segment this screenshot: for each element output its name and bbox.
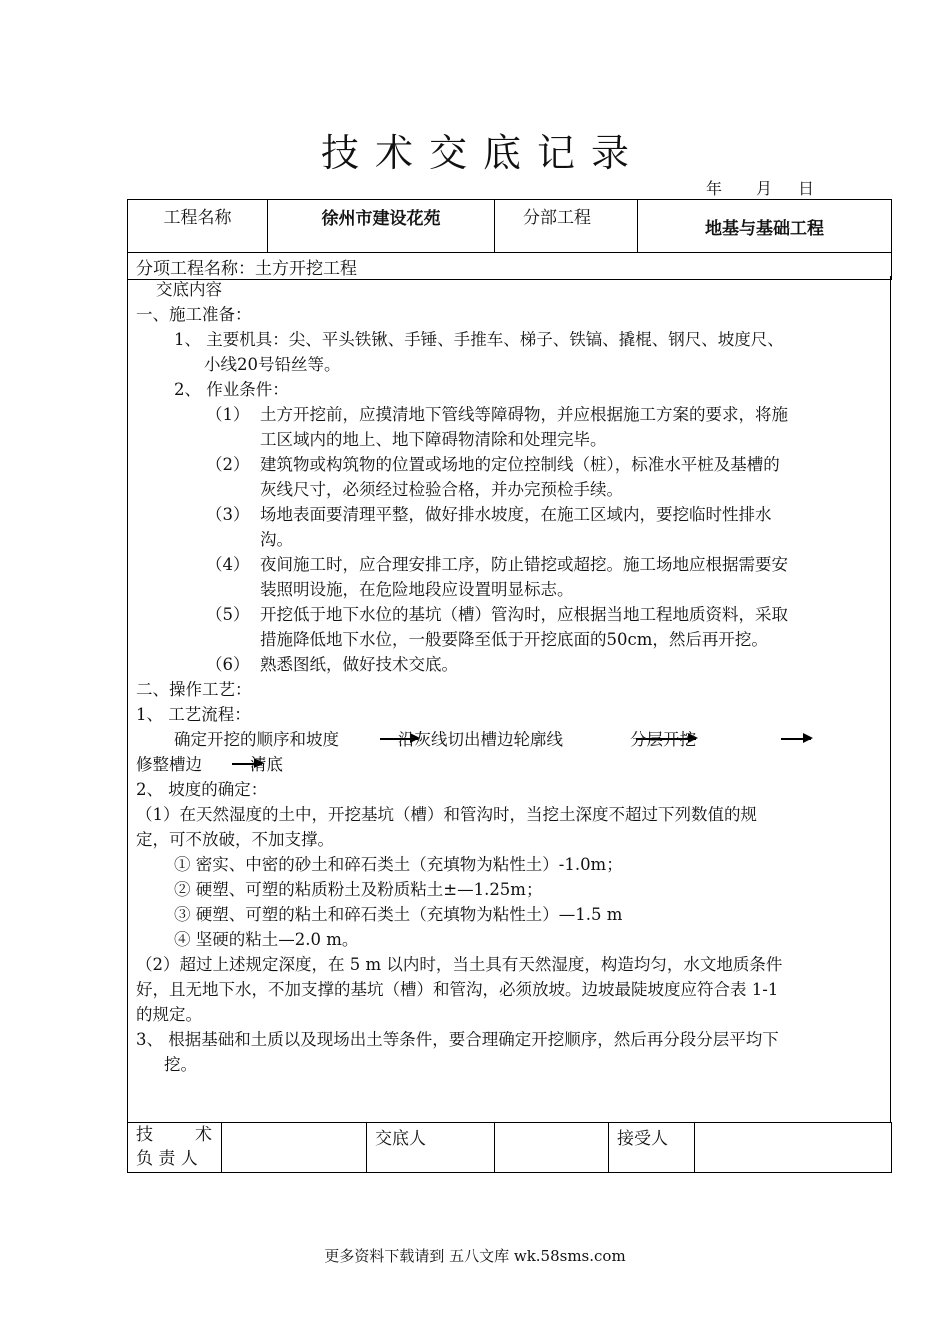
condition-1-cont: 工区域内的地上、地下障碍物清除和处理完毕。 <box>260 430 607 449</box>
document-title: 技术交底记录 <box>320 131 645 175</box>
item-2-3-cont: 挖。 <box>164 1055 197 1074</box>
depth-item-3: ③ 硬塑、可塑的粘土和碎石类土（充填物为粘性土）—1.5 m <box>174 905 623 924</box>
tech-lead-signature-field[interactable] <box>222 1123 367 1173</box>
paragraph-1: （1）在天然湿度的土中，开挖基坑（槽）和管沟时，当挖土深度不超过下列数值的规 <box>136 805 757 824</box>
condition-4: （4） 夜间施工时，应合理安排工序，防止错挖或超挖。施工场地应根据需要安 <box>206 555 788 574</box>
condition-6: （6） 熟悉图纸，做好技术交底。 <box>206 655 458 674</box>
condition-1: （1） 土方开挖前，应摸清地下管线等障碍物，并应根据施工方案的要求，将施 <box>206 405 788 424</box>
condition-3-cont: 沟。 <box>260 530 293 549</box>
receiver-label: 接受人 <box>609 1123 695 1173</box>
division-label: 分部工程 <box>495 200 638 253</box>
condition-5-cont: 措施降低地下水位，一般要降至低于开挖底面的50cm，然后再开挖。 <box>260 630 768 649</box>
subitem-name: 分项工程名称：土方开挖工程 <box>128 253 892 280</box>
paragraph-1-cont: 定，可不放破，不加支撑。 <box>136 830 334 849</box>
date-year: 年 <box>706 179 723 198</box>
date-day: 日 <box>798 179 815 198</box>
item-1-1-cont: 小线20号铅丝等。 <box>204 355 341 374</box>
flow-arrow-icon <box>781 738 811 740</box>
receiver-signature-field[interactable] <box>695 1123 892 1173</box>
condition-3: （3） 场地表面要清理平整，做好排水坡度，在施工区域内，要挖临时性排水 <box>206 505 772 524</box>
section-2-heading: 二、操作工艺： <box>136 680 252 699</box>
item-1-2: 2、 作业条件： <box>174 380 289 399</box>
section-1-heading: 一、施工准备： <box>136 305 252 324</box>
date-line <box>706 176 814 199</box>
footer-note: 更多资料下载请到 五八文库 wk.58sms.com <box>324 1247 626 1265</box>
process-flow <box>136 727 882 777</box>
item-2-3: 3、 根据基础和土质以及现场出土等条件，要合理确定开挖顺序，然后再分段分层平均下 <box>136 1030 779 1049</box>
paragraph-2: （2）超过上述规定深度，在 5 m 以内时，当土具有天然湿度，构造均匀，水文地质条件 <box>136 955 783 974</box>
handover-signature-field[interactable] <box>495 1123 609 1173</box>
tech-lead-label: 技 术 负 责 人 <box>128 1123 222 1173</box>
depth-item-4: ④ 坚硬的粘土—2.0 m。 <box>174 930 359 949</box>
briefing-content <box>127 276 891 1122</box>
project-name-value: 徐州市建设花苑 <box>268 200 495 253</box>
division-value: 地基与基础工程 <box>638 200 892 253</box>
project-name-label: 工程名称 <box>128 200 268 253</box>
condition-4-cont: 装照明设施，在危险地段应设置明显标志。 <box>260 580 574 599</box>
item-2-1: 1、 工艺流程： <box>136 705 251 724</box>
depth-item-2: ② 硬塑、可塑的粘质粉土及粉质粘土±—1.25m； <box>174 880 543 899</box>
flow-step-2: 沿灰线切出槽边轮廓线 <box>398 730 563 749</box>
signature-table <box>127 1122 892 1173</box>
content-heading: 交底内容 <box>156 280 222 299</box>
flow-step-3: 分层开挖 <box>630 730 696 749</box>
item-1-1: 1、 主要机具：尖、平头铁锹、手锤、手推车、梯子、铁镐、撬棍、钢尺、坡度尺、 <box>174 330 784 349</box>
header-table <box>127 199 892 280</box>
date-month: 月 <box>756 179 773 198</box>
flow-step-1: 确定开挖的顺序和坡度 <box>174 730 339 749</box>
flow-step-5: 清底 <box>250 755 283 774</box>
condition-2: （2） 建筑物或构筑物的位置或场地的定位控制线（桩），标准水平桩及基槽的 <box>206 455 780 474</box>
condition-2-cont: 灰线尺寸，必须经过检验合格，并办完预检手续。 <box>260 480 623 499</box>
paragraph-2-end: 的规定。 <box>136 1005 202 1024</box>
condition-5: （5） 开挖低于地下水位的基坑（槽）管沟时，应根据当地工程地质资料，采取 <box>206 605 788 624</box>
item-2-2: 2、 坡度的确定： <box>136 780 268 799</box>
handover-label: 交底人 <box>367 1123 495 1173</box>
depth-item-1: ① 密实、中密的砂土和碎石类土（充填物为粘性土）-1.0m； <box>174 855 623 874</box>
flow-step-4: 修整槽边 <box>136 755 202 774</box>
paragraph-2-cont: 好，且无地下水，不加支撑的基坑（槽）和管沟，必须放坡。边坡最陡坡度应符合表 1-1 <box>136 980 779 999</box>
